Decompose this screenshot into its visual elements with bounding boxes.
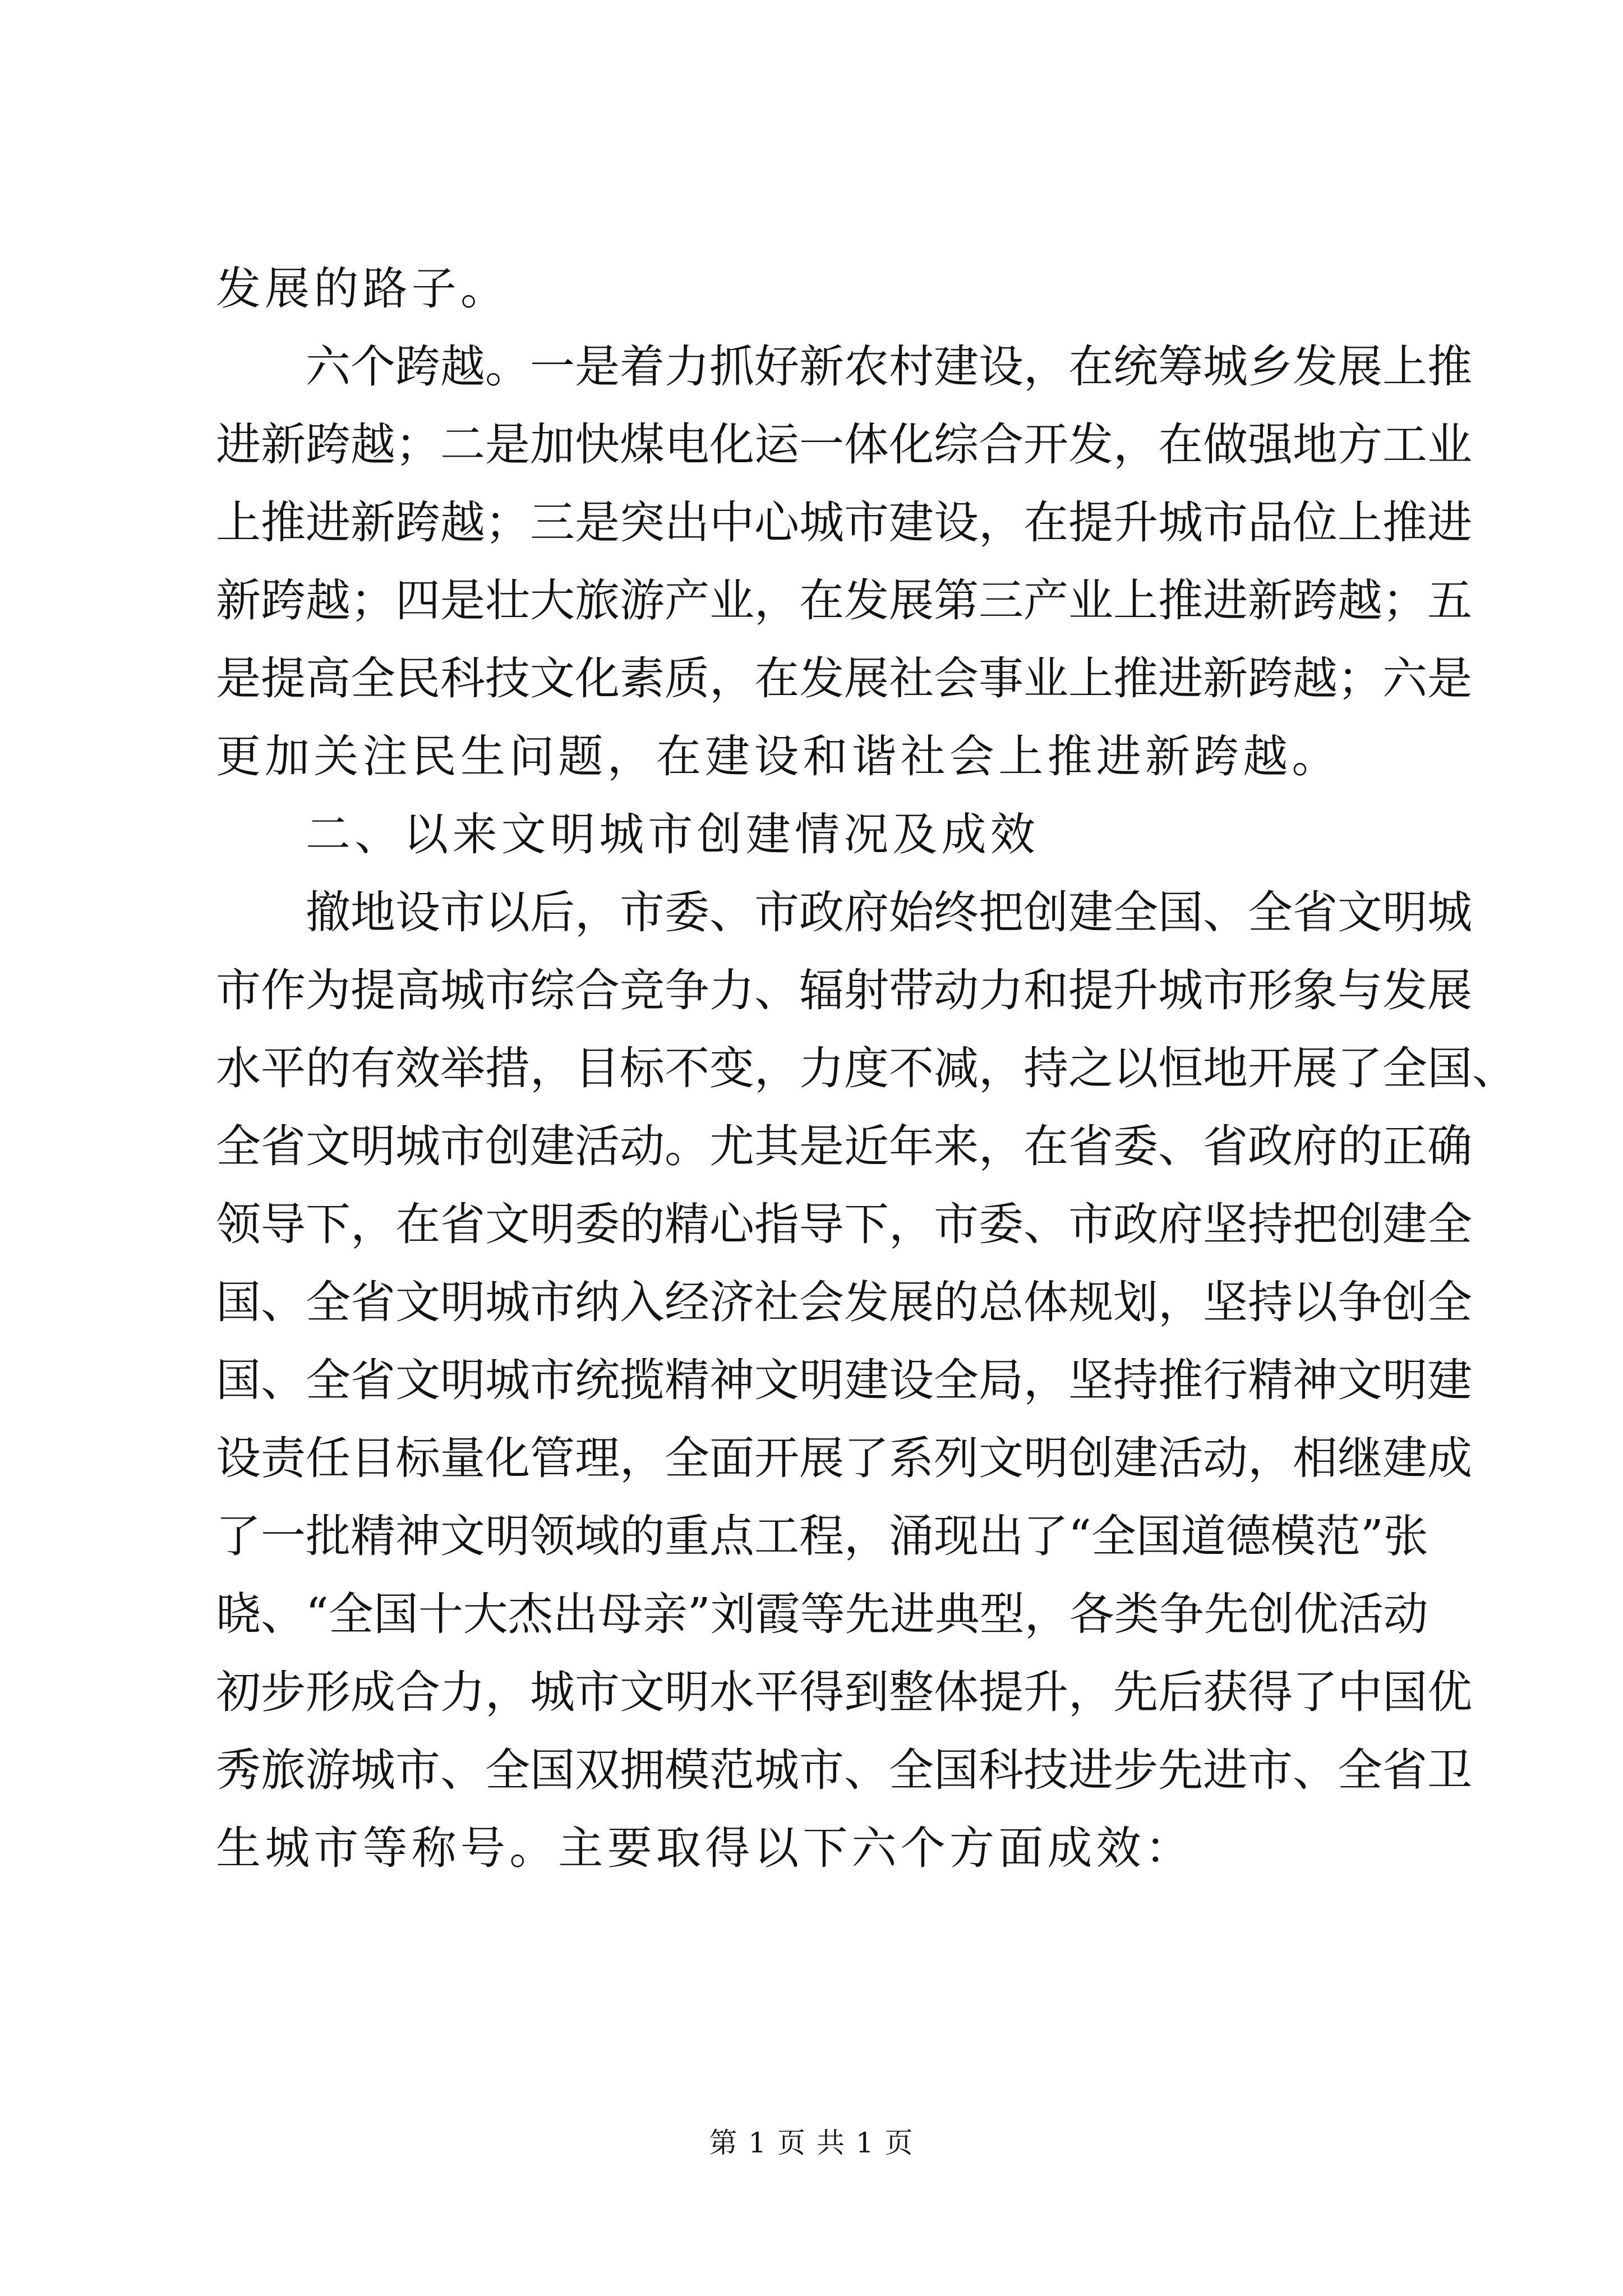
text-line: 晓、“全国十大杰出母亲”刘霞等先进典型，各类争先创优活动 — [216, 1588, 1428, 1640]
text-line: 国、全省文明城市纳入经济社会发展的总体规划，坚持以争创全 — [216, 1276, 1472, 1328]
text-line: 生城市等称号。主要取得以下六个方面成效： — [216, 1822, 1194, 1874]
text-line: 国、全省文明城市统揽精神文明建设全局，坚持推行精神文明建 — [216, 1354, 1472, 1406]
text-line: 上推进新跨越；三是突出中心城市建设，在提升城市品位上推进 — [216, 496, 1472, 549]
text-line: 市作为提高城市综合竞争力、辐射带动力和提升城市形象与发展 — [216, 964, 1472, 1016]
document-body — [216, 250, 1517, 1887]
text-line: 发展的路子。 — [216, 263, 510, 315]
text-line: 领导下，在省文明委的精心指导下，市委、市政府坚持把创建全 — [216, 1198, 1472, 1250]
text-line: 秀旅游城市、全国双拥模范城市、全国科技进步先进市、全省卫 — [216, 1744, 1472, 1796]
page-number-footer: 第 1 页 共 1 页 — [709, 2127, 914, 2159]
text-line: 更加关注民生问题，在建设和谐社会上推进新跨越。 — [216, 730, 1341, 783]
text-line: 六个跨越。一是着力抓好新农村建设，在统筹城乡发展上推 — [306, 341, 1472, 393]
text-line: 水平的有效举措，目标不变，力度不减，持之以恒地开展了全国、 — [216, 1042, 1517, 1094]
text-line: 撤地设市以后，市委、市政府始终把创建全国、全省文明城 — [306, 886, 1472, 938]
text-line: 全省文明城市创建活动。尤其是近年来，在省委、省政府的正确 — [216, 1120, 1472, 1172]
text-line: 进新跨越；二是加快煤电化运一体化综合开发，在做强地方工业 — [216, 418, 1472, 471]
text-line: 是提高全民科技文化素质，在发展社会事业上推进新跨越；六是 — [216, 652, 1472, 705]
text-line: 设责任目标量化管理，全面开展了系列文明创建活动，相继建成 — [216, 1432, 1472, 1484]
text-line: 初步形成合力，城市文明水平得到整体提升，先后获得了中国优 — [216, 1666, 1472, 1718]
text-line: 新跨越；四是壮大旅游产业，在发展第三产业上推进新跨越；五 — [216, 574, 1472, 627]
section-heading: 二、以来文明城市创建情况及成效 — [306, 808, 1039, 861]
text-line: 了一批精神文明领域的重点工程，涌现出了“全国道德模范”张 — [216, 1510, 1428, 1562]
